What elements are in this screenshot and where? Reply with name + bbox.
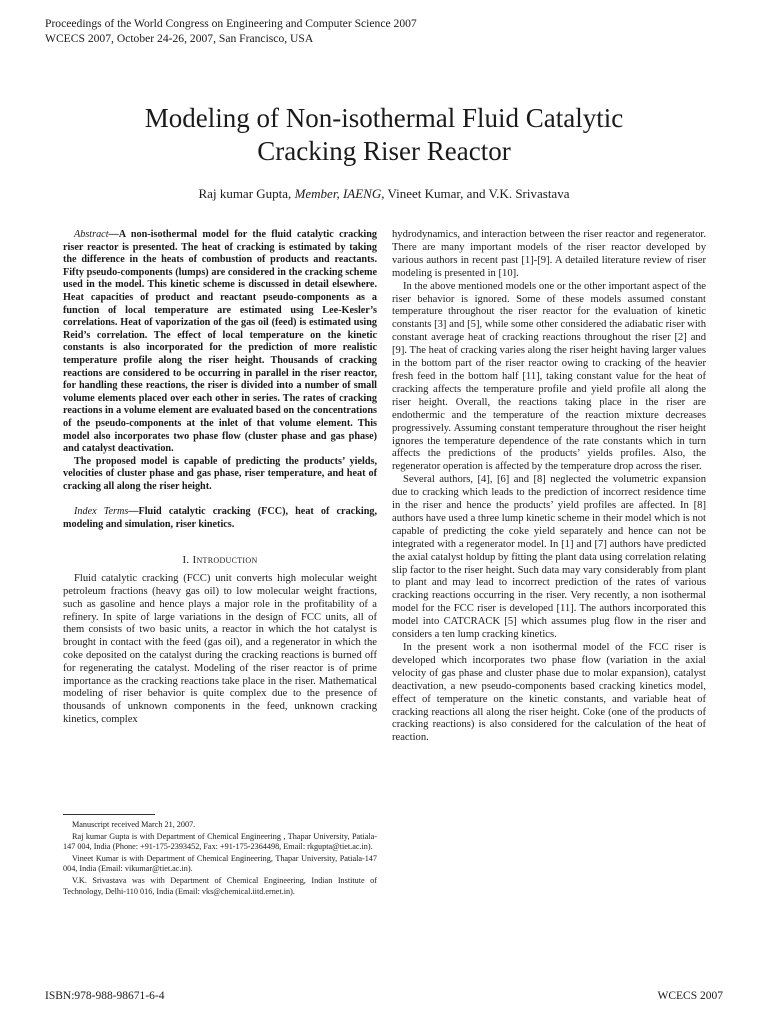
footer-conference: WCECS 2007: [657, 990, 723, 1002]
left-column: [63, 229, 377, 727]
abstract-label: Abstract: [74, 229, 109, 240]
isbn: ISBN:978-988-98671-6-4: [45, 990, 165, 1002]
section-heading-introduction: I. Introduction: [182, 553, 258, 566]
abstract-paragraph: [63, 229, 377, 456]
footnote-gupta: Raj kumar Gupta is with Department of Chemical Engineering , Thapar University, Patiala-147 004, India (Phone: +91-175-2393452, Fax: +91-175-2364498, Email: rkgupta@tiet.ac.in).: [63, 831, 377, 852]
introduction-paragraph: Fluid catalytic cracking (FCC) unit converts high molecular weight petroleum fractions (heavy gas oil) to low molecular weight fractions, such as gasoline and hence plays a major role in the profitability of a refinery. In spite of large variations in the design of FCC units, all of them consists of two basic units, a reactor in which the hot catalyst is brought in contact with the feed (gas oil), and a regenerator in which the coke deposited on the catalyst during the cracking reactions is burned off for regenerating the catalyst. Modeling of the riser reactor is of prime importance as the cracking reactions take place in the riser. Mathematical modeling of riser behavior is quite complex due to the presence of thousands of unknown components in the feed, unknown cracking kinetics, complex: [63, 573, 377, 726]
author-membership: Member, IAENG: [294, 186, 382, 201]
body-paragraph: In the present work a non isothermal model of the FCC riser is developed which incorporates two phase flow (variation in the axial velocity of gas phase and cluster phase due to molar expansion), catalyst deactivation, a new pseudo-components based cracking kinetics model, effect of temperature on the kinetic constants, and variable heat of cracking reactions all along the riser height. Coke (one of the products of cracking reactions) is also considered for the calculation of the heat of reaction.: [392, 642, 706, 744]
abstract-paragraph-2: The proposed model is capable of predicting the products’ yields, velocities of cluster phase and gas phase, riser temperature, and heat of cracking all along the riser height.: [63, 455, 377, 492]
right-column: [392, 229, 706, 745]
page-header: [45, 16, 645, 46]
footnote-divider: [63, 814, 155, 815]
author-others: , Vineet Kumar, and V.K. Srivastava: [381, 186, 570, 201]
index-terms-text: —Fluid catalytic cracking (FCC), heat of cracking, modeling and simulation, riser kinetics.: [63, 506, 377, 531]
proceedings-line: Proceedings of the World Congress on Engineering and Computer Science 2007: [45, 17, 417, 30]
body-paragraph: Several authors, [4], [6] and [8] neglected the volumetric expansion due to cracking which leads to the prediction of incorrect residence time in the riser and hence the products’ yield profiles are affected. In [8] authors have used a three lump kinetic scheme in their model which is not capable of predicting the coke yield separately and hence can not be integrated with a regenerator model. In [1] and [7] authors have predicted the axial catalyst holdup by fitting the plant data using correlation relating slip factor to the riser height. Such data may vary considerably from plant to plant and may lead to incorrect prediction of the rates of various cracking reactions occurring in the riser. Very recently, a non isothermal model for the FCC riser is developed [11]. The authors incorporated this model into CATCRACK [5] which assumes plug flow in the riser and considers a ten lump cracking kinetics.: [392, 474, 706, 641]
index-terms: [63, 506, 377, 531]
body-paragraph: In the above mentioned models one or the other important aspect of the riser behavior is ignored. Some of these models assumed constant temperature throughout the riser reactor for the evaluation of kinetic constants [3] and [5], while some other considered the adiabatic riser with constant average heat of cracking reactions throughout the riser [2] and [9]. The heat of cracking varies along the riser height having larger values in the bottom part of the riser reactor owing to cracking of the heavier fresh feed in the bottom half [11], taking constant value for the heat of cracking affects the temperature profile and yield profile all along the riser height. Overall, the reactions taking place in the riser are endothermic and the temperature of the reaction mixture decreases progressively. Assuming constant temperature throughout the riser height ignores the temperature dependence of the rate constants which in turn affects the predictions of the products’ yields profiles. Also, the regenerator operation is affected by the temperature drop across the riser.: [392, 280, 706, 473]
footnotes: [63, 820, 377, 898]
paper-title: [40, 102, 728, 168]
author-line: [40, 185, 728, 203]
introduction-section: [63, 573, 377, 727]
author-gupta: Raj kumar Gupta,: [198, 186, 292, 201]
abstract-text: —A non-isothermal model for the fluid catalytic cracking riser reactor is presented. The heat of cracking is estimated by taking the difference in the heats of combustion of products and reactants. Fifty pseudo-components (lumps) are considered in the cracking scheme used in the model. This kinetic scheme is discussed in detail elsewhere. Heat capacities of product and reactant pseudo-components as a function of local temperature are estimated using Lee-Kesler’s correlations. Heat of vaporization of the gas oil (feed) is estimated using Reid’s correlation. The effect of local temperature on the kinetic constants is also incorporated for the prediction of more realistic temperature profile along the riser height. Thousands of cracking reactions are considered to be occurring in parallel in the riser reactor, for handling these reactions, the riser is divided into a number of small volume elements placed over each other in series. The rates of cracking reactions in a volume element are evaluated based on the concentrations of the pseudo-components at the inlet of that volume element. This model also incorporates two phase flow (cluster phase and gas phase) and catalyst deactivation.: [63, 229, 377, 455]
footnote-received: Manuscript received March 21, 2007.: [72, 820, 196, 829]
index-terms-label: Index Terms: [74, 506, 129, 518]
title-line-2: Cracking Riser Reactor: [257, 136, 511, 166]
conference-date-line: WCECS 2007, October 24-26, 2007, San Francisco, USA: [45, 32, 314, 45]
body-paragraph: hydrodynamics, and interaction between the riser reactor and regenerator. There are many important models of the riser reactor developed by various authors in recent past [1]-[9]. A detailed literature review of riser modeling is presented in [10].: [392, 229, 706, 279]
footnote-kumar: Vineet Kumar is with Department of Chemical Engineering, Thapar University, Patiala-147 004, India (Email: vikumar@tiet.ac.in).: [63, 853, 377, 874]
title-line-1: Modeling of Non-isothermal Fluid Catalytic: [144, 103, 624, 133]
footnote-srivastava: V.K. Srivastava was with Department of Chemical Engineering, Indian Institute of Technology, Delhi-110 016, India (Email: vks@chemical.iitd.ernet.in).: [63, 875, 377, 896]
abstract: [63, 229, 377, 493]
